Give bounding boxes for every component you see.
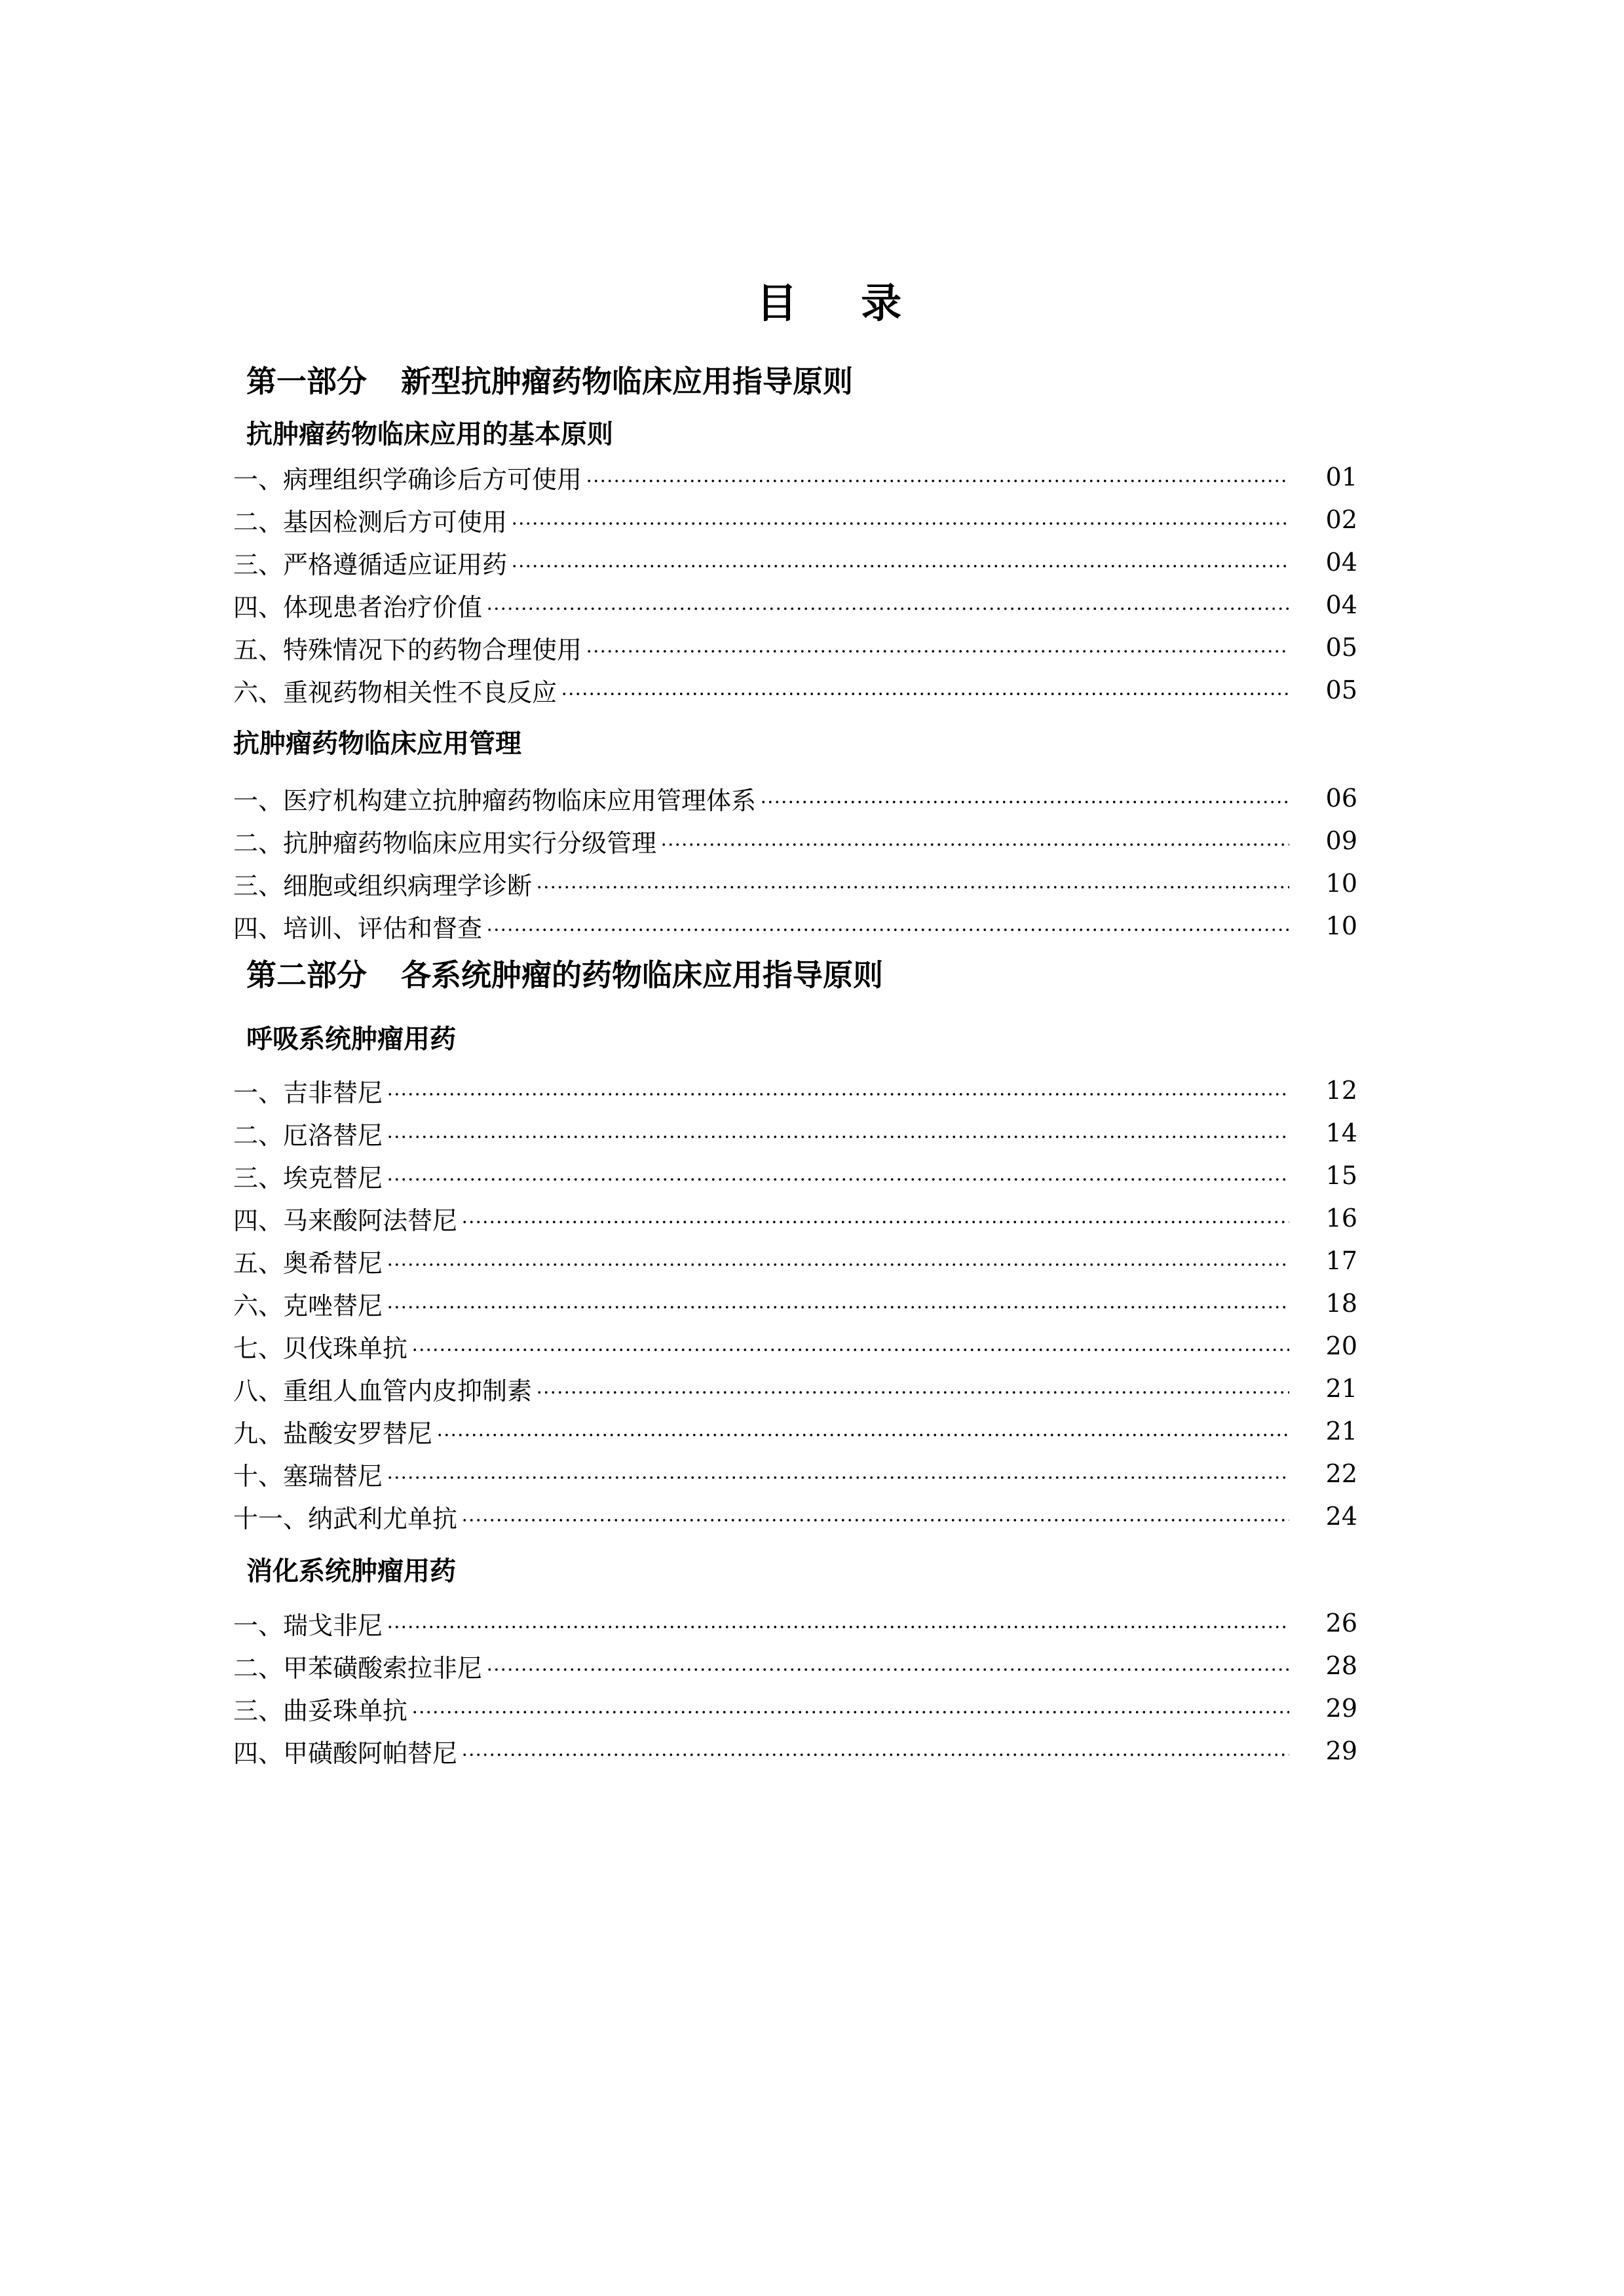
part-title: 新型抗肿瘤药物临床应用指导原则 xyxy=(401,364,853,399)
dot-leader xyxy=(461,1221,1289,1223)
toc-entry-label: 十、塞瑞替尼 xyxy=(233,1461,383,1491)
toc-entry[interactable] xyxy=(233,1646,1357,1685)
dot-leader xyxy=(387,1178,1289,1181)
toc-entry-label: 三、埃克替尼 xyxy=(233,1163,383,1193)
toc-entry[interactable] xyxy=(233,1156,1357,1195)
section-heading-management: 抗肿瘤药物临床应用管理 xyxy=(233,729,521,759)
toc-entry-label: 四、甲磺酸阿帕替尼 xyxy=(233,1738,458,1768)
dot-leader xyxy=(486,928,1289,931)
toc-entry-page: 16 xyxy=(1325,1204,1357,1233)
toc-entry-label: 七、贝伐珠单抗 xyxy=(233,1333,408,1363)
toc-entry-label: 十一、纳武利尤单抗 xyxy=(233,1504,458,1533)
toc-entry-page: 22 xyxy=(1325,1459,1357,1488)
dot-leader xyxy=(760,801,1289,803)
toc-entry[interactable] xyxy=(233,543,1357,582)
toc-entry-page: 10 xyxy=(1325,911,1357,940)
toc-entry-page: 21 xyxy=(1325,1374,1357,1403)
part-number: 第一部分 xyxy=(246,364,367,399)
dot-leader xyxy=(536,886,1289,889)
dot-leader xyxy=(387,1263,1289,1266)
section-heading-basic-principles: 抗肿瘤药物临床应用的基本原则 xyxy=(246,419,613,450)
toc-entry-page: 06 xyxy=(1325,784,1357,813)
section-heading-digestive: 消化系统肿瘤用药 xyxy=(246,1556,456,1586)
dot-leader xyxy=(586,480,1289,482)
toc-entry[interactable] xyxy=(233,1241,1357,1280)
toc-entry[interactable] xyxy=(233,1071,1357,1110)
part-number: 第二部分 xyxy=(246,957,367,993)
toc-entry[interactable] xyxy=(233,1198,1357,1238)
toc-entry-page: 09 xyxy=(1325,826,1357,855)
toc-entry-page: 05 xyxy=(1325,676,1357,704)
toc-entry-page: 04 xyxy=(1325,548,1357,577)
toc-entry-page: 12 xyxy=(1325,1076,1357,1105)
toc-entry-page: 15 xyxy=(1325,1161,1357,1190)
toc-entry-page: 29 xyxy=(1325,1694,1357,1723)
toc-entry-page: 05 xyxy=(1325,633,1357,662)
dot-leader xyxy=(387,1626,1289,1628)
toc-entry[interactable] xyxy=(233,1411,1357,1451)
toc-entry-page: 14 xyxy=(1325,1119,1357,1147)
toc-entry-label: 五、特殊情况下的药物合理使用 xyxy=(233,635,582,664)
dot-leader xyxy=(387,1093,1289,1096)
toc-entry-label: 二、甲苯磺酸索拉非尼 xyxy=(233,1653,483,1683)
toc-entry[interactable] xyxy=(233,906,1357,946)
dot-leader xyxy=(486,607,1289,610)
toc-entry-label: 四、体现患者治疗价值 xyxy=(233,592,483,622)
toc-entry-label: 三、严格遵循适应证用药 xyxy=(233,550,508,579)
part-heading-1 xyxy=(246,360,853,402)
toc-entry-label: 二、抗肿瘤药物临床应用实行分级管理 xyxy=(233,828,657,858)
toc-entry[interactable] xyxy=(233,1454,1357,1493)
toc-entry[interactable] xyxy=(233,1497,1357,1536)
toc-entry-label: 一、病理组织学确诊后方可使用 xyxy=(233,465,582,494)
toc-entry-page: 10 xyxy=(1325,869,1357,898)
toc-entry[interactable] xyxy=(233,500,1357,539)
toc-entry[interactable] xyxy=(233,1369,1357,1408)
dot-leader xyxy=(461,1753,1289,1756)
toc-entry-label: 二、厄洛替尼 xyxy=(233,1120,383,1150)
dot-leader xyxy=(387,1476,1289,1479)
toc-entry-page: 04 xyxy=(1325,590,1357,619)
toc-entry[interactable] xyxy=(233,1113,1357,1153)
dot-leader xyxy=(536,1391,1289,1394)
toc-entry[interactable] xyxy=(233,821,1357,860)
toc-entry-label: 一、医疗机构建立抗肿瘤药物临床应用管理体系 xyxy=(233,786,757,815)
part-heading-2 xyxy=(246,954,883,996)
toc-entry-label: 六、克唑替尼 xyxy=(233,1291,383,1320)
toc-entry-label: 二、基因检测后方可使用 xyxy=(233,507,508,537)
part-title: 各系统肿瘤的药物临床应用指导原则 xyxy=(401,957,883,993)
toc-entry-label: 四、培训、评估和督查 xyxy=(233,913,483,943)
toc-entry-page: 26 xyxy=(1325,1609,1357,1637)
toc-entry-page: 21 xyxy=(1325,1417,1357,1445)
dot-leader xyxy=(586,650,1289,653)
toc-entry-label: 六、重视药物相关性不良反应 xyxy=(233,678,557,707)
dot-leader xyxy=(660,843,1289,846)
page-title: 目 录 xyxy=(756,279,927,327)
toc-entry-page: 29 xyxy=(1325,1736,1357,1765)
toc-entry-page: 01 xyxy=(1325,463,1357,491)
dot-leader xyxy=(461,1519,1289,1521)
toc-entry[interactable] xyxy=(233,1689,1357,1728)
toc-entry-page: 28 xyxy=(1325,1651,1357,1680)
dot-leader xyxy=(387,1136,1289,1138)
dot-leader xyxy=(387,1306,1289,1309)
dot-leader xyxy=(486,1668,1289,1671)
toc-entry-label: 八、重组人血管内皮抑制素 xyxy=(233,1376,533,1406)
toc-entry-page: 24 xyxy=(1325,1502,1357,1531)
toc-entry-label: 三、曲妥珠单抗 xyxy=(233,1696,408,1725)
toc-entry[interactable] xyxy=(233,778,1357,818)
dot-leader xyxy=(511,522,1289,525)
dot-leader xyxy=(561,693,1289,695)
toc-entry[interactable] xyxy=(233,1284,1357,1323)
toc-entry-page: 20 xyxy=(1325,1331,1357,1360)
toc-entry-label: 一、吉非替尼 xyxy=(233,1078,383,1107)
toc-entry-label: 三、细胞或组织病理学诊断 xyxy=(233,871,533,900)
toc-entry[interactable] xyxy=(233,1326,1357,1366)
toc-entry-page: 02 xyxy=(1325,505,1357,534)
dot-leader xyxy=(436,1434,1289,1436)
toc-entry-page: 18 xyxy=(1325,1289,1357,1318)
toc-entry[interactable] xyxy=(233,864,1357,903)
dot-leader xyxy=(411,1711,1289,1713)
section-heading-respiratory: 呼吸系统肿瘤用药 xyxy=(246,1024,456,1054)
toc-entry-page: 17 xyxy=(1325,1246,1357,1275)
toc-entry-label: 四、马来酸阿法替尼 xyxy=(233,1206,458,1235)
toc-entry-label: 五、奥希替尼 xyxy=(233,1248,383,1278)
toc-entry[interactable] xyxy=(233,628,1357,667)
toc-entry[interactable] xyxy=(233,670,1357,710)
toc-entry-label: 一、瑞戈非尼 xyxy=(233,1611,383,1640)
dot-leader xyxy=(511,565,1289,567)
dot-leader xyxy=(411,1349,1289,1351)
toc-entry-label: 九、盐酸安罗替尼 xyxy=(233,1419,433,1448)
toc-entry[interactable] xyxy=(233,1603,1357,1643)
toc-entry[interactable] xyxy=(233,585,1357,624)
toc-entry[interactable] xyxy=(233,1731,1357,1770)
toc-entry[interactable] xyxy=(233,457,1357,497)
